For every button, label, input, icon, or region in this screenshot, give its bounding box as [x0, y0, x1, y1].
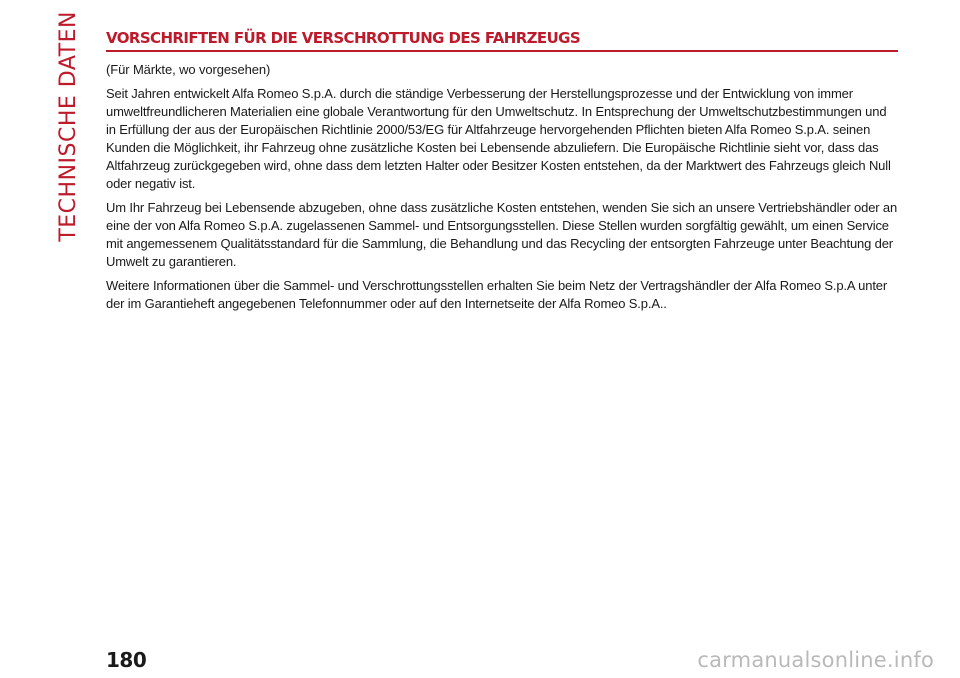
side-tab-label: TECHNISCHE DATEN: [55, 11, 81, 242]
paragraph-2: Um Ihr Fahrzeug bei Lebensende abzugeben, ohne dass zusätzliche Kosten entstehen, wenden Sie sich an unsere Vertriebshändler oder an eine der von Alfa Romeo S.p.A. zugelassenen Sammel- und Entsorgungsstellen. Diese Stellen wurden sorgfältig gewählt, um einen Service mit angemessenem Qualitätsstandard für die Sammlung, die Behandlung und das Recycling der entsorgten Fahrzeuge unter Beachtung der Umwelt zu garantieren.: [106, 200, 898, 269]
section-side-tab: [52, 11, 84, 242]
paragraph-3: Weitere Informationen über die Sammel- und Verschrottungsstellen erhalten Sie beim Netz der Vertragshändler der Alfa Romeo S.p.A unter der im Garantieheft angegebenen Telefonnummer oder auf den Internetseite der Alfa Romeo S.p.A..: [106, 278, 888, 311]
watermark: carmanualsonline.info: [697, 648, 934, 672]
section-heading: VORSCHRIFTEN FÜR DIE VERSCHROTTUNG DES FAHRZEUGS: [106, 28, 898, 52]
page-content: [106, 28, 898, 319]
market-note: (Für Märkte, wo vorgesehen): [106, 62, 271, 77]
page-number: 180: [106, 648, 147, 672]
paragraph-1: Seit Jahren entwickelt Alfa Romeo S.p.A. durch die ständige Verbesserung der Herstellungsprozesse und der Entwicklung von immer umweltfreundlicheren Materialien eine globale Verantwortung für den Umweltschutz. In Entsprechung der Umweltschutzbestimmungen und in Erfüllung der aus der Europäischen Richtlinie 2000/53/EG für Altfahrzeuge hervorgehenden Pflichten bieten Alfa Romeo S.p.A. seinen Kunden die Möglichkeit, ihr Fahrzeug ohne zusätzliche Kosten bei Lebensende abzuliefern. Die Europäische Richtlinie sieht vor, dass das Altfahrzeug zurückgegeben wird, ohne dass dem letzten Halter oder Besitzer Kosten entstehen, da der Marktwert des Fahrzeugs gleich Null oder negativ ist.: [106, 86, 891, 191]
